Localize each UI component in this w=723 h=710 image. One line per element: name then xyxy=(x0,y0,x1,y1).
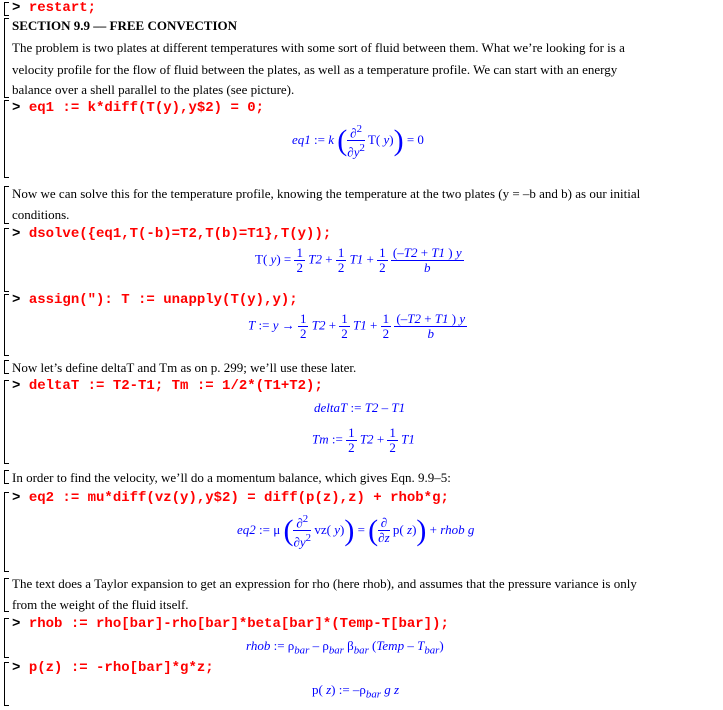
output-pz: p( z) := $-\rho_{bar}$ g z xyxy=(312,682,400,701)
group-rhob xyxy=(4,618,5,658)
eq1-command-text[interactable]: eq1 := k*diff(T(y),y$2) = 0; xyxy=(28,100,265,116)
input-eq2[interactable]: > eq2 := mu*diff(vz(y),y$2) = diff(p(z),z) + rhob*g; xyxy=(12,490,449,506)
input-assign[interactable]: > assign("): T := unapply(T(y),y); xyxy=(12,292,298,308)
output-deltaT: deltaT := T2 – T1 xyxy=(314,400,406,415)
input-eq1[interactable]: > eq1 := k*diff(T(y),y$2) = 0; xyxy=(12,100,265,116)
section-title: SECTION 9.9 –– FREE CONVECTION xyxy=(12,18,238,33)
eq2-command-text[interactable]: eq2 := mu*diff(vz(y),y$2) = diff(p(z),z) + rhob*g; xyxy=(28,490,449,506)
output-assign: T := y → $\frac{1}{2}$ T2 + $\frac{1}{2}$ T1 + $\frac{1}{2}$ $\frac{(-T2 + T1 ) y}{b}$ xyxy=(248,311,466,341)
group-pz xyxy=(4,662,5,706)
intro-text-line-3: balance over a shell parallel to the plates (see picture). xyxy=(12,82,295,97)
group-section-text xyxy=(4,18,5,98)
group-restart xyxy=(4,2,5,16)
output-eq2: eq2 := μ ( $\frac{\partial^2}{\partial y^2}$ vz( y)) = ( $\frac{\partial}{\partial z}$ p( z)) + rhob g xyxy=(237,513,475,550)
output-dsolve: T( y) = $\frac{1}{2}$ T2 + $\frac{1}{2}$ T1 + $\frac{1}{2}$ $\frac{(-T2 + T1 ) y}{b}$ xyxy=(255,245,462,275)
group-eq2 xyxy=(4,492,5,572)
group-dsolve xyxy=(4,228,5,292)
group-text-3 xyxy=(4,360,5,374)
text-5-line-2: from the weight of the fluid itself. xyxy=(12,597,189,612)
output-eq1: eq1 := k ( $\frac{\partial^2}{\partial y^2}$ T( y)) = 0 xyxy=(292,123,424,160)
assign-command-text[interactable]: assign("): T := unapply(T(y),y); xyxy=(28,292,298,308)
pz-command-text[interactable]: p(z) := -rho[bar]*g*z; xyxy=(28,660,214,676)
input-rhob[interactable]: > rhob := rho[bar]-rho[bar]*beta[bar]*(Temp-T[bar]); xyxy=(12,616,449,632)
text-3: Now let’s define deltaT and Tm as on p. 299; we’ll use these later. xyxy=(12,360,357,375)
input-deltaT[interactable]: > deltaT := T2-T1; Tm := 1/2*(T1+T2); xyxy=(12,378,323,394)
text-2-line-1: Now we can solve this for the temperature profile, knowing the temperature at the two plates (y = –b and b) as our initial xyxy=(12,186,641,201)
input-dsolve[interactable]: > dsolve({eq1,T(-b)=T2,T(b)=T1},T(y)); xyxy=(12,226,332,242)
text-5-line-1: The text does a Taylor expansion to get an expression for rho (here rhob), and assumes that the pressure variance is only xyxy=(12,576,637,591)
group-text-5 xyxy=(4,578,5,612)
output-rhob: rhob := $\rho_{bar} - \rho_{bar}$ $\beta_{bar}$ (Temp – $T_{bar}$) xyxy=(246,638,444,657)
group-text-4 xyxy=(4,470,5,484)
input-pz[interactable]: > p(z) := -rho[bar]*g*z; xyxy=(12,660,214,676)
input-restart[interactable]: > restart; xyxy=(12,0,97,16)
text-4: In order to find the velocity, we’ll do a momentum balance, which gives Eqn. 9.9–5: xyxy=(12,470,451,485)
rhob-command-text[interactable]: rhob := rho[bar]-rho[bar]*beta[bar]*(Temp-T[bar]); xyxy=(28,616,449,632)
dsolve-command-text[interactable]: dsolve({eq1,T(-b)=T2,T(b)=T1},T(y)); xyxy=(28,226,332,242)
output-Tm: Tm := $\frac{1}{2}$ T2 + $\frac{1}{2}$ T1 xyxy=(312,425,415,455)
intro-text-line-2: velocity profile for the flow of fluid between the plates, as well as a temperature profile. We can start with an energy xyxy=(12,62,618,77)
group-assign xyxy=(4,294,5,356)
group-eq1 xyxy=(4,100,5,178)
group-deltaT xyxy=(4,380,5,464)
deltaT-command-text[interactable]: deltaT := T2-T1; Tm := 1/2*(T1+T2); xyxy=(28,378,323,394)
group-text-2 xyxy=(4,186,5,224)
text-2-line-2: conditions. xyxy=(12,207,70,222)
restart-command-text[interactable]: restart; xyxy=(28,0,97,16)
intro-text-line-1: The problem is two plates at different temperatures with some sort of fluid between them. What we’re looking for is a xyxy=(12,40,625,55)
